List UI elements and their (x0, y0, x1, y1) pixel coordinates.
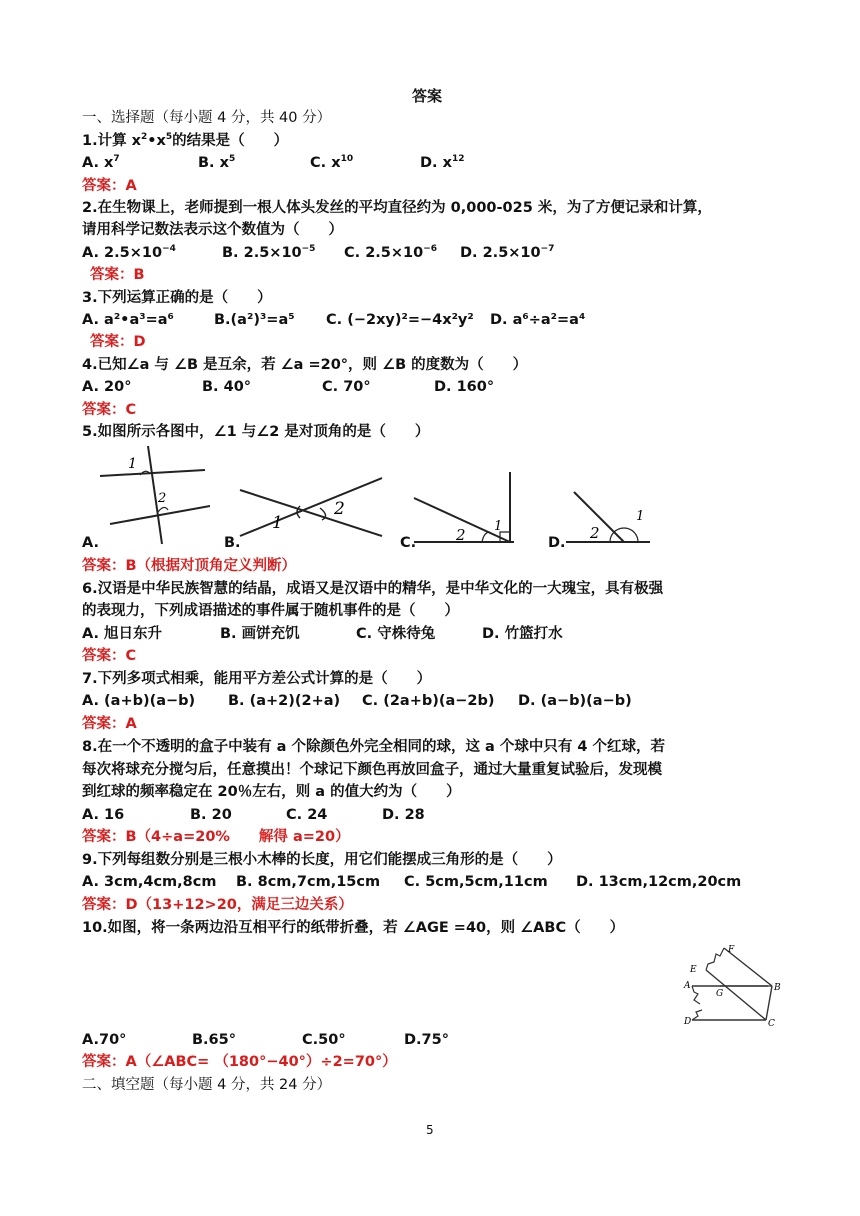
q2-option-b: B. $2.5\times 10^{-5}$ (222, 244, 316, 261)
angle-label-2: 2 (158, 491, 167, 506)
q7-option-d: D. (a−b)(a−b) (518, 693, 632, 709)
q3-option-a: A. a²•a³=a⁶ (82, 312, 174, 328)
point-label-a: A (684, 981, 691, 991)
question-2-stem-line2: 请用科学记数法表示这个数值为（ ） (82, 222, 343, 238)
question-8-stem-line1: 8.在一个不透明的盒子中装有 a 个除颜色外完全相同的球，这 a 个球中只有 4 个红球，若 (82, 739, 666, 755)
q8-option-c: C. 24 (286, 807, 328, 823)
angle-label-1: 1 (636, 509, 645, 524)
q10-option-b: B.65° (192, 1032, 236, 1048)
q3-option-b: B.(a²)³=a⁵ (214, 312, 295, 328)
angle-label-1: 1 (128, 456, 137, 472)
q7-option-b: B. (a+2)(2+a) (228, 693, 341, 709)
question-8-stem-line3: 到红球的频率稳定在 20％左右，则 a 的值大约为（ ） (82, 784, 461, 800)
q2-option-c: C. $2.5\times 10^{-6}$ (344, 244, 438, 261)
q2-option-d: D. $2.5\times 10^{-7}$ (460, 244, 555, 261)
figure-10-folded-strip (680, 944, 784, 1028)
page-number: 5 (426, 1123, 434, 1137)
q5-option-d: D. (548, 535, 566, 551)
q2-answer: 答案：B (90, 267, 145, 283)
q6-answer: 答案：C (82, 648, 137, 664)
point-label-d: D (684, 1017, 692, 1027)
q10-option-c: C.50° (302, 1032, 346, 1048)
q1-option-d: D. $x^{12}$ (420, 154, 465, 171)
q1-answer: 答案：A (82, 178, 137, 194)
q4-option-b: B. 40° (202, 379, 252, 395)
q6-option-d: D. 竹篮打水 (482, 626, 563, 642)
point-label-c: C (768, 1019, 775, 1028)
question-3-stem: 3.下列运算正确的是（ ） (82, 290, 272, 306)
q4-option-d: D. 160° (434, 379, 495, 395)
q6-option-b: B. 画饼充饥 (220, 626, 300, 642)
question-2-stem-line1: 2.在生物课上，老师提到一根人体头发丝的平均直径约为 0,000-025 米，为了方便记录和计算， (82, 200, 712, 216)
point-label-e: E (690, 965, 697, 975)
angle-label-2: 2 (590, 524, 600, 542)
q5-answer: 答案：B（根据对顶角定义判断） (82, 558, 297, 574)
q1-option-b: B. $x^5$ (198, 154, 236, 171)
q6-option-c: C. 守株待兔 (356, 626, 436, 642)
q5-option-c: C. (400, 535, 417, 551)
point-label-f: F (728, 945, 735, 955)
question-4-stem: 4.已知∠a 与 ∠B 是互余，若 ∠a =20°，则 ∠B 的度数为（ ） (82, 357, 528, 373)
figure-5a (100, 444, 210, 549)
q8-option-b: B. 20 (190, 807, 232, 823)
question-9-stem: 9.下列每组数分别是三根小木棒的长度，用它们能摆成三角形的是（ ） (82, 852, 562, 868)
question-7-stem: 7.下列多项式相乘，能用平方差公式计算的是（ ） (82, 671, 432, 687)
figure-5d (566, 490, 652, 546)
question-5-stem: 5.如图所示各图中，∠1 与∠2 是对顶角的是（ ） (82, 424, 430, 440)
q9-option-c: C. 5cm,5cm,11cm (404, 874, 548, 890)
q7-option-c: C. (2a+b)(a−2b) (362, 693, 495, 709)
q9-option-b: B. 8cm,7cm,15cm (236, 874, 381, 890)
question-10-stem: 10.如图，将一条两边沿互相平行的纸带折叠，若 ∠AGE =40，则 ∠ABC（ ） (82, 920, 625, 936)
q3-option-c: C. (−2xy)²=−4x²y² (326, 312, 474, 328)
point-label-g: G (716, 989, 724, 999)
q3-option-d: D. a⁶÷a²=a⁴ (490, 312, 586, 328)
angle-label-1: 1 (272, 513, 283, 533)
q9-option-a: A. 3cm,4cm,8cm (82, 874, 217, 890)
figure-5b (238, 470, 384, 540)
question-6-stem-line1: 6.汉语是中华民族智慧的结晶，成语又是汉语中的精华，是中华文化的一大瑰宝，具有极强 (82, 581, 664, 597)
q10-option-d: D.75° (404, 1032, 449, 1048)
q6-option-a: A. 旭日东升 (82, 626, 163, 642)
q5-option-b: B. (224, 535, 241, 551)
q1-option-c: C. $x^{10}$ (310, 154, 354, 171)
q10-answer: 答案：A（∠ABC= （180°−40°）÷2=70°） (82, 1054, 397, 1070)
q10-option-a: A.70° (82, 1032, 127, 1048)
figure-5c (412, 470, 516, 546)
question-1-stem: 1.计算 $x^2•x^5$的结果是（ ） (82, 132, 289, 149)
angle-label-1: 1 (494, 519, 503, 534)
angle-label-2: 2 (334, 499, 345, 519)
q5-option-a: A. (82, 535, 99, 551)
q3-answer: 答案：D (90, 334, 146, 350)
page-title: 答案 (412, 87, 443, 105)
section-heading-fill-in: 二、填空题（每小题 4 分，共 24 分） (82, 1077, 332, 1093)
q4-answer: 答案：C (82, 402, 137, 418)
q7-answer: 答案：A (82, 716, 137, 732)
q4-option-c: C. 70° (322, 379, 371, 395)
q4-option-a: A. 20° (82, 379, 132, 395)
q8-option-d: D. 28 (382, 807, 425, 823)
q9-answer: 答案：D（13+12>20，满足三边关系） (82, 897, 353, 913)
q9-option-d: D. 13cm,12cm,20cm (576, 874, 742, 890)
q1-option-a: A. $x^7$ (82, 154, 120, 171)
q8-option-a: A. 16 (82, 807, 125, 823)
q2-option-a: A. $2.5\times 10^{-4}$ (82, 244, 176, 261)
question-6-stem-line2: 的表现力，下列成语描述的事件属于随机事件的是（ ） (82, 603, 459, 619)
q7-option-a: A. (a+b)(a−b) (82, 693, 196, 709)
q8-answer: 答案：B（4÷a=20% 解得 a=20） (82, 829, 350, 845)
angle-label-2: 2 (456, 526, 466, 544)
point-label-b: B (774, 983, 781, 993)
section-heading-choice: 一、选择题（每小题 4 分，共 40 分） (82, 110, 332, 126)
question-8-stem-line2: 每次将球充分搅匀后，任意摸出！个球记下颜色再放回盒子，通过大量重复试验后，发现模 (82, 762, 662, 778)
